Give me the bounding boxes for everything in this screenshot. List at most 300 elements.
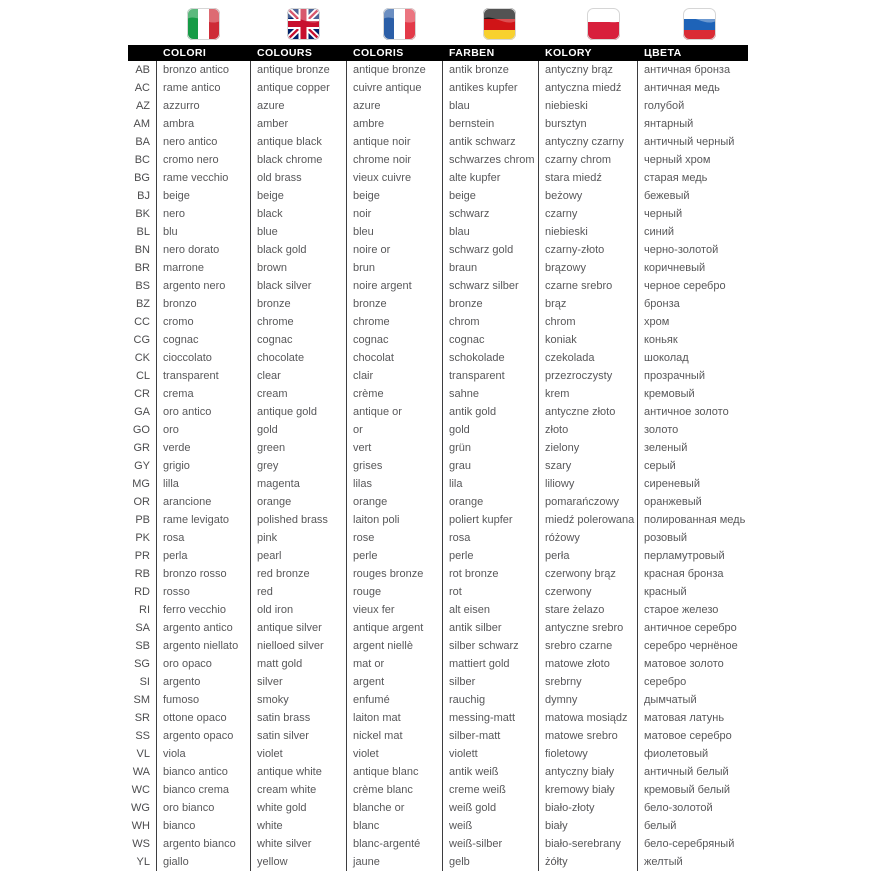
table-row [128,781,748,799]
cell-polish: chrom [539,313,638,331]
cell-italian: argento niellato [157,637,251,655]
cell-polish: dymny [539,691,638,709]
cell-english: antique gold [251,403,347,421]
cell-english: clear [251,367,347,385]
cell-polish: czarne srebro [539,277,638,295]
cell-english: satin brass [251,709,347,727]
cell-code: YL [128,853,157,871]
cell-code: RB [128,565,157,583]
cell-english: nielloed silver [251,637,347,655]
table-row [128,547,748,565]
table-row [128,709,748,727]
cell-english: black [251,205,347,223]
cell-german: blau [443,97,539,115]
table-row [128,385,748,403]
table-row [128,565,748,583]
cell-italian: azzurro [157,97,251,115]
cell-english: cream white [251,781,347,799]
cell-english: polished brass [251,511,347,529]
cell-german: weiß gold [443,799,539,817]
cell-polish: złoto [539,421,638,439]
table-row [128,691,748,709]
cell-code: RI [128,601,157,619]
cell-polish: srebro czarne [539,637,638,655]
cell-code: BR [128,259,157,277]
cell-german: grün [443,439,539,457]
cell-russian: старое железо [644,604,719,616]
header-german: FARBEN [449,47,495,59]
cell-polish: biało-serebrany [539,835,638,853]
cell-polish: stare żelazo [539,601,638,619]
cell-russian: матовая латунь [644,712,725,724]
cell-german: alt eisen [443,601,539,619]
table-row [128,79,748,97]
table-row [128,403,748,421]
cell-french: enfumé [347,691,443,709]
cell-polish: szary [539,457,638,475]
cell-russian: античный черный [644,136,735,148]
cell-italian: nero dorato [157,241,251,259]
cell-code: BA [128,133,157,151]
table-row [128,421,748,439]
cell-german: grau [443,457,539,475]
cell-russian: желтый [644,856,683,868]
cell-german: violett [443,745,539,763]
cell-italian: argento [157,673,251,691]
table-row [128,745,748,763]
cell-french: vert [347,439,443,457]
cell-english: antique silver [251,619,347,637]
cell-english: gold [251,421,347,439]
header-italian: COLORI [163,47,207,59]
cell-code: AZ [128,97,157,115]
cell-italian: bronzo [157,295,251,313]
cell-german: schwarz silber [443,277,539,295]
cell-russian: сиреневый [644,478,700,490]
cell-french: or [347,421,443,439]
cell-german: transparent [443,367,539,385]
cell-polish: żółty [539,853,638,871]
table-row [128,331,748,349]
cell-english: cognac [251,331,347,349]
cell-english: old brass [251,169,347,187]
cell-code: SA [128,619,157,637]
cell-english: antique bronze [251,61,347,79]
cell-german: braun [443,259,539,277]
cell-english: beige [251,187,347,205]
cell-english: brown [251,259,347,277]
cell-polish: bursztyn [539,115,638,133]
cell-italian: verde [157,439,251,457]
header-polish: KOLORY [545,47,592,59]
cell-english: satin silver [251,727,347,745]
cell-italian: bianco [157,817,251,835]
cell-french: blanche or [347,799,443,817]
cell-code: WS [128,835,157,853]
cell-russian: черный хром [644,154,711,166]
cell-polish: matowe złoto [539,655,638,673]
cell-code: BK [128,205,157,223]
cell-german: rauchig [443,691,539,709]
table-row [128,655,748,673]
cell-german: gold [443,421,539,439]
cell-english: orange [251,493,347,511]
cell-italian: rosso [157,583,251,601]
cell-french: noire or [347,241,443,259]
cell-russian: коричневый [644,262,706,274]
flag-uk-icon [287,8,320,40]
cell-french: lilas [347,475,443,493]
cell-polish: czerwony brąz [539,565,638,583]
cell-polish: fioletowy [539,745,638,763]
cell-italian: bianco antico [157,763,251,781]
cell-russian: черный [644,208,683,220]
cell-german: silber schwarz [443,637,539,655]
cell-french: crème [347,385,443,403]
cell-german: bronze [443,295,539,313]
cell-polish: brąz [539,295,638,313]
cell-russian: античное серебро [644,622,737,634]
cell-french: clair [347,367,443,385]
cell-italian: rosa [157,529,251,547]
cell-polish: miedź polerowana [539,511,638,529]
cell-italian: giallo [157,853,251,871]
cell-polish: czarny chrom [539,151,638,169]
flag-poland-icon [587,8,620,40]
cell-german: gelb [443,853,539,871]
cell-german: blau [443,223,539,241]
cell-code: GA [128,403,157,421]
flag-germany-icon [483,8,516,40]
cell-german: lila [443,475,539,493]
table-row [128,673,748,691]
cell-english: chocolate [251,349,347,367]
cell-russian: черно-золотой [644,244,719,256]
cell-french: bronze [347,295,443,313]
cell-code: WA [128,763,157,781]
cell-italian: cromo nero [157,151,251,169]
cell-code: BS [128,277,157,295]
cell-italian: fumoso [157,691,251,709]
cell-german: messing-matt [443,709,539,727]
table-header [128,45,748,61]
cell-german: schwarzes chrom [443,151,539,169]
table-row [128,349,748,367]
cell-italian: lilla [157,475,251,493]
table-row [128,133,748,151]
cell-english: white [251,817,347,835]
cell-italian: oro bianco [157,799,251,817]
cell-german: schwarz [443,205,539,223]
cell-french: perle [347,547,443,565]
cell-french: rouges bronze [347,565,443,583]
cell-code: GY [128,457,157,475]
table-row [128,205,748,223]
table-row [128,259,748,277]
cell-polish: antyczna miedź [539,79,638,97]
cell-french: antique bronze [347,61,443,79]
cell-german: antik silber [443,619,539,637]
table-row [128,187,748,205]
cell-italian: argento opaco [157,727,251,745]
cell-polish: matowa mosiądz [539,709,638,727]
table-row [128,367,748,385]
cell-russian: серебро [644,676,687,688]
cell-english: blue [251,223,347,241]
table-row [128,493,748,511]
cell-code: CR [128,385,157,403]
cell-german: beige [443,187,539,205]
cell-german: antik gold [443,403,539,421]
cell-english: matt gold [251,655,347,673]
cell-polish: antyczne srebro [539,619,638,637]
cell-german: antikes kupfer [443,79,539,97]
cell-italian: nero antico [157,133,251,151]
cell-italian: ferro vecchio [157,601,251,619]
cell-code: BZ [128,295,157,313]
table-row [128,817,748,835]
cell-french: blanc-argenté [347,835,443,853]
cell-english: cream [251,385,347,403]
cell-italian: argento antico [157,619,251,637]
cell-polish: niebieski [539,223,638,241]
cell-russian: черное серебро [644,280,726,292]
cell-french: antique blanc [347,763,443,781]
cell-polish: koniak [539,331,638,349]
cell-english: magenta [251,475,347,493]
cell-code: AB [128,61,157,79]
cell-english: smoky [251,691,347,709]
cell-english: white gold [251,799,347,817]
cell-english: grey [251,457,347,475]
cell-polish: antyczny brąz [539,61,638,79]
cell-russian: перламутровый [644,550,725,562]
cell-russian: розовый [644,532,688,544]
cell-french: rouge [347,583,443,601]
cell-english: azure [251,97,347,115]
flags-row [128,8,748,42]
cell-italian: argento bianco [157,835,251,853]
cell-french: rose [347,529,443,547]
cell-code: CG [128,331,157,349]
cell-russian: красная бронза [644,568,724,580]
cell-french: cuivre antique [347,79,443,97]
cell-french: jaune [347,853,443,871]
cell-french: argent niellè [347,637,443,655]
table-row [128,475,748,493]
cell-polish: stara miedź [539,169,638,187]
cell-french: mat or [347,655,443,673]
cell-italian: viola [157,745,251,763]
cell-code: BL [128,223,157,241]
table-row [128,61,748,79]
cell-polish: niebieski [539,97,638,115]
cell-polish: różowy [539,529,638,547]
cell-german: silber [443,673,539,691]
cell-code: CK [128,349,157,367]
cell-polish: przezroczysty [539,367,638,385]
cell-french: antique argent [347,619,443,637]
cell-italian: oro [157,421,251,439]
header-english: COLOURS [257,47,313,59]
cell-polish: czarny-złoto [539,241,638,259]
cell-french: laiton poli [347,511,443,529]
cell-french: brun [347,259,443,277]
cell-code: PB [128,511,157,529]
cell-french: violet [347,745,443,763]
cell-russian: хром [644,316,670,328]
cell-italian: blu [157,223,251,241]
cell-english: pink [251,529,347,547]
cell-english: yellow [251,853,347,871]
cell-code: RD [128,583,157,601]
cell-italian: bronzo rosso [157,565,251,583]
cell-polish: krem [539,385,638,403]
cell-russian: синий [644,226,675,238]
cell-german: chrom [443,313,539,331]
cell-french: grises [347,457,443,475]
cell-english: pearl [251,547,347,565]
cell-german: orange [443,493,539,511]
cell-french: crème blanc [347,781,443,799]
cell-russian: кремовый белый [644,784,731,796]
cell-french: blanc [347,817,443,835]
color-translation-table [128,45,748,871]
cell-code: AM [128,115,157,133]
cell-italian: arancione [157,493,251,511]
cell-code: BJ [128,187,157,205]
cell-russian: оранжевый [644,496,702,508]
cell-english: silver [251,673,347,691]
table-row [128,439,748,457]
cell-italian: cromo [157,313,251,331]
cell-russian: матовое серебро [644,730,732,742]
cell-code: SB [128,637,157,655]
flag-russia-icon [683,8,716,40]
table-row [128,223,748,241]
cell-russian: фиолетовый [644,748,709,760]
cell-italian: perla [157,547,251,565]
cell-russian: белый [644,820,677,832]
cell-italian: beige [157,187,251,205]
table-row [128,151,748,169]
cell-italian: transparent [157,367,251,385]
cell-german: creme weiß [443,781,539,799]
cell-polish: srebrny [539,673,638,691]
cell-russian: коньяк [644,334,678,346]
table-row [128,115,748,133]
cell-russian: бело-золотой [644,802,713,814]
cell-code: PR [128,547,157,565]
cell-french: argent [347,673,443,691]
cell-russian: дымчатый [644,694,697,706]
cell-italian: cioccolato [157,349,251,367]
cell-code: GO [128,421,157,439]
cell-russian: серый [644,460,676,472]
cell-german: antik weiß [443,763,539,781]
cell-polish: matowe srebro [539,727,638,745]
cell-english: black gold [251,241,347,259]
cell-code: GR [128,439,157,457]
cell-polish: antyczny czarny [539,133,638,151]
cell-german: weiß [443,817,539,835]
cell-italian: crema [157,385,251,403]
cell-french: beige [347,187,443,205]
cell-english: bronze [251,295,347,313]
cell-russian: зеленый [644,442,688,454]
cell-russian: голубой [644,100,685,112]
cell-english: black chrome [251,151,347,169]
cell-polish: czerwony [539,583,638,601]
table-row [128,529,748,547]
cell-polish: kremowy biały [539,781,638,799]
cell-french: laiton mat [347,709,443,727]
cell-french: noir [347,205,443,223]
cell-code: MG [128,475,157,493]
cell-german: rosa [443,529,539,547]
cell-italian: marrone [157,259,251,277]
cell-italian: oro antico [157,403,251,421]
cell-russian: шоколад [644,352,689,364]
cell-polish: antyczne złoto [539,403,638,421]
flag-italy-icon [187,8,220,40]
cell-code: BC [128,151,157,169]
cell-italian: bronzo antico [157,61,251,79]
table-row [128,169,748,187]
cell-code: WC [128,781,157,799]
cell-russian: кремовый [644,388,695,400]
table-row [128,727,748,745]
cell-english: black silver [251,277,347,295]
cell-english: old iron [251,601,347,619]
table-row [128,637,748,655]
table-row [128,619,748,637]
cell-russian: красный [644,586,687,598]
flag-france-icon [383,8,416,40]
cell-russian: прозрачный [644,370,705,382]
cell-russian: матовое золото [644,658,724,670]
cell-german: silber-matt [443,727,539,745]
cell-polish: czarny [539,205,638,223]
cell-english: red bronze [251,565,347,583]
cell-french: bleu [347,223,443,241]
cell-english: chrome [251,313,347,331]
cell-code: BG [128,169,157,187]
cell-french: cognac [347,331,443,349]
table-row [128,277,748,295]
table-row [128,799,748,817]
cell-russian: античный белый [644,766,729,778]
cell-german: mattiert gold [443,655,539,673]
cell-code: WH [128,817,157,835]
cell-italian: oro opaco [157,655,251,673]
cell-english: amber [251,115,347,133]
cell-english: green [251,439,347,457]
cell-french: azure [347,97,443,115]
cell-german: antik bronze [443,61,539,79]
cell-italian: ambra [157,115,251,133]
table-row [128,763,748,781]
cell-french: ambre [347,115,443,133]
cell-english: antique white [251,763,347,781]
cell-german: perle [443,547,539,565]
header-french: COLORIS [353,47,404,59]
cell-code: SG [128,655,157,673]
cell-english: white silver [251,835,347,853]
cell-russian: янтарный [644,118,694,130]
table-row [128,853,748,871]
cell-polish: zielony [539,439,638,457]
